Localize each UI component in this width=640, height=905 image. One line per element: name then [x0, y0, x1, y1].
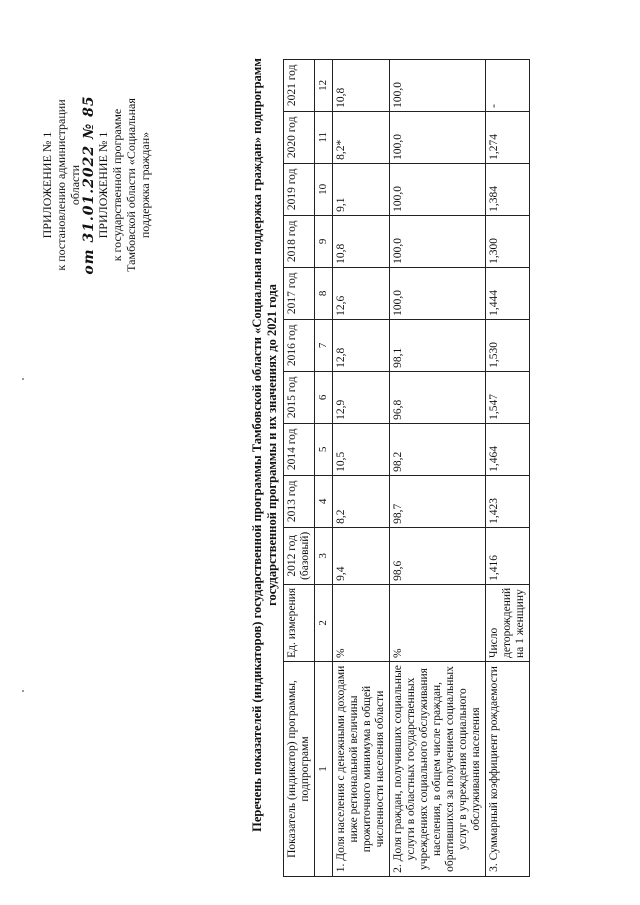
indicator-name: 2. Доля граждан, получивших социальные услуги в областных государственных учреждениях социального обслуживания населения, в общем числе граждан, обратившихся за получением социальных услуг в учреждения социального обслуживания населения — [390, 662, 486, 877]
value-cell: - — [486, 59, 530, 111]
header-indicator: Показатель (индикатор) программы, подпрограмм — [284, 662, 315, 877]
value-cell: 12,6 — [333, 267, 390, 319]
header-year: 2013 год — [284, 475, 315, 527]
program-appendix-title: ПРИЛОЖЕНИЕ № 1 — [96, 131, 110, 239]
column-number: 8 — [315, 267, 333, 319]
program-line-1: к государственной программе — [110, 108, 124, 262]
scan-artifact — [22, 378, 24, 380]
value-cell: 12,9 — [333, 371, 390, 423]
header-year: 2016 год — [284, 319, 315, 371]
value-cell: 10,5 — [333, 423, 390, 475]
value-cell: 12,8 — [333, 319, 390, 371]
unit-cell: % — [390, 584, 486, 661]
unit-cell: Число деторождений на 1 женщину — [486, 584, 530, 661]
header-year: 2020 год — [284, 111, 315, 163]
value-cell: 10,8 — [333, 215, 390, 267]
header-year: 2017 год — [284, 267, 315, 319]
value-cell: 1,464 — [486, 423, 530, 475]
indicators-table — [283, 59, 530, 877]
value-cell: 96,8 — [390, 371, 486, 423]
program-line-3: поддержка граждан» — [138, 131, 152, 239]
column-number: 7 — [315, 319, 333, 371]
value-cell: 100,0 — [390, 59, 486, 111]
column-number: 3 — [315, 527, 333, 584]
header-year: 2019 год — [284, 163, 315, 215]
header-year: 2014 год — [284, 423, 315, 475]
title-line-2: государственной программы и их значениях до 2021 года — [265, 284, 279, 606]
table-row — [486, 59, 530, 876]
column-number: 11 — [315, 111, 333, 163]
value-cell: 1,384 — [486, 163, 530, 215]
header-unit: Ед. измерения — [284, 584, 315, 661]
table-row — [333, 59, 390, 876]
column-number-row — [315, 59, 333, 876]
value-cell: 1,274 — [486, 111, 530, 163]
decree-line: к постановлению администрации области — [54, 99, 82, 271]
unit-cell: % — [333, 584, 390, 661]
scan-artifact — [22, 690, 24, 692]
appendix-title: ПРИЛОЖЕНИЕ № 1 — [40, 131, 54, 239]
table-row — [390, 59, 486, 876]
column-number: 9 — [315, 215, 333, 267]
appendix-header — [40, 90, 152, 280]
column-number: 10 — [315, 163, 333, 215]
value-cell: 1,547 — [486, 371, 530, 423]
document-title — [250, 15, 280, 875]
value-cell: 8,2 — [333, 475, 390, 527]
column-number: 2 — [315, 584, 333, 661]
value-cell: 100,0 — [390, 163, 486, 215]
value-cell: 9,1 — [333, 163, 390, 215]
value-cell: 98,1 — [390, 319, 486, 371]
column-number: 5 — [315, 423, 333, 475]
indicator-name: 1. Доля населения с денежными доходами ниже региональной величины прожиточного минимума в общей численности населения области — [333, 662, 390, 877]
value-cell: 9,4 — [333, 527, 390, 584]
indicator-name: 3. Суммарный коэффициент рождаемости — [486, 662, 530, 877]
value-cell: 1,530 — [486, 319, 530, 371]
header-year: 2015 год — [284, 371, 315, 423]
value-cell: 100,0 — [390, 267, 486, 319]
value-cell: 98,6 — [390, 527, 486, 584]
header-year: 2012 год (базовый) — [284, 527, 315, 584]
value-cell: 8,2* — [333, 111, 390, 163]
value-cell: 1,423 — [486, 475, 530, 527]
value-cell: 1,444 — [486, 267, 530, 319]
column-number: 1 — [315, 662, 333, 877]
header-year: 2021 год — [284, 59, 315, 111]
decree-date-number: от 31.01.2022 № 85 — [81, 95, 97, 275]
column-number: 4 — [315, 475, 333, 527]
column-number: 12 — [315, 59, 333, 111]
value-cell: 100,0 — [390, 215, 486, 267]
value-cell: 10,8 — [333, 59, 390, 111]
value-cell: 100,0 — [390, 111, 486, 163]
table-header-row — [284, 59, 315, 876]
title-line-1: Перечень показателей (индикаторов) государственной программы Тамбовской области «Социальная поддержка граждан» подпрограмм — [250, 58, 264, 832]
value-cell: 1,300 — [486, 215, 530, 267]
program-line-2: Тамбовской области «Социальная — [124, 98, 138, 272]
value-cell: 98,2 — [390, 423, 486, 475]
value-cell: 1,416 — [486, 527, 530, 584]
column-number: 6 — [315, 371, 333, 423]
header-year: 2018 год — [284, 215, 315, 267]
value-cell: 98,7 — [390, 475, 486, 527]
